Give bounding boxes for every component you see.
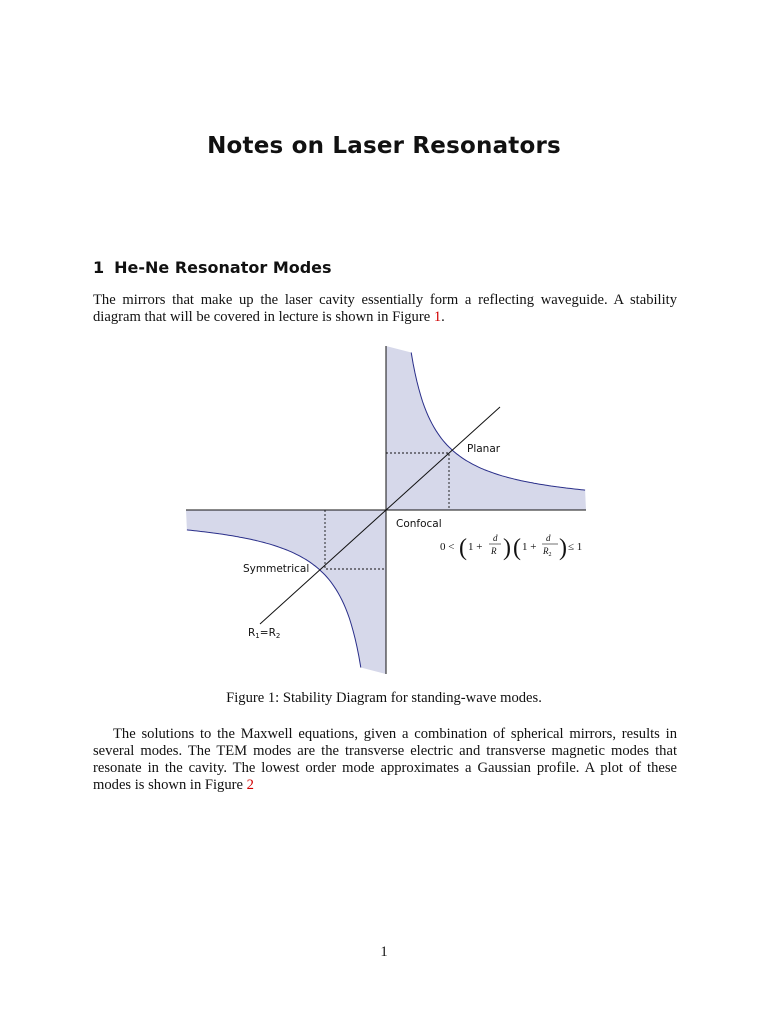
formula-lhs: 0 < — [440, 541, 455, 553]
formula-rhs: ≤ 1 — [568, 541, 583, 553]
formula-one-plus-2: 1 + — [522, 541, 537, 553]
page-title: Notes on Laser Resonators — [207, 133, 561, 159]
formula-r2 — [542, 546, 552, 558]
stability-diagram — [180, 340, 600, 680]
stability-condition-formula — [440, 533, 582, 561]
stable-region-third-quadrant — [186, 510, 386, 674]
formula-paren-open-2: ( — [513, 535, 521, 561]
formula-r2-sub: 2 — [548, 552, 552, 558]
figure-1-link[interactable]: 1 — [433, 309, 442, 325]
figure-caption: Figure 1: Stability Diagram for standing-wave modes. — [226, 690, 542, 706]
formula-paren-close-2: ) — [559, 535, 567, 561]
paragraph-intro-end: . — [441, 309, 445, 325]
label-r-eq: =R — [259, 627, 276, 639]
label-r1-main: R — [248, 627, 256, 639]
figure-2-link[interactable]: 2 — [246, 777, 254, 793]
formula-r-1: R — [491, 546, 497, 556]
page-number: 1 — [380, 944, 388, 960]
label-planar: Planar — [467, 443, 501, 455]
section-heading — [93, 258, 332, 277]
formula-one-plus-1: 1 + — [468, 541, 483, 553]
stable-region-first-quadrant — [386, 346, 586, 510]
section-title: He-Ne Resonator Modes — [114, 258, 332, 277]
formula-r2-main: R — [543, 546, 549, 556]
stability-diagram-svg — [180, 340, 600, 680]
paragraph-intro-text: The mirrors that make up the laser cavity essentially form a reflecting waveguide. A stability diagram that will be covered in lecture is shown in Figure — [93, 292, 677, 325]
label-symmetrical: Symmetrical — [243, 563, 310, 575]
formula-paren-close-1: ) — [503, 535, 511, 561]
label-r1-sub: 1 — [255, 632, 260, 640]
label-r2-sub: 2 — [275, 632, 281, 640]
formula-d-1: d — [493, 533, 498, 543]
label-confocal: Confocal — [396, 518, 442, 530]
paragraph-modes — [93, 726, 677, 794]
label-r1-r2 — [248, 627, 280, 640]
paragraph-intro — [93, 292, 677, 326]
formula-d-2: d — [546, 533, 551, 543]
formula-paren-open-1: ( — [459, 535, 467, 561]
section-number: 1 — [93, 258, 105, 277]
paragraph-modes-text: The solutions to the Maxwell equations, given a combination of spherical mirrors, results in several modes. The TEM modes are the transverse electric and transverse magnetic modes that resonate in the cavity. The lowest order mode approximates a Gaussian profile. A plot of these modes is shown in Figure — [93, 726, 677, 793]
